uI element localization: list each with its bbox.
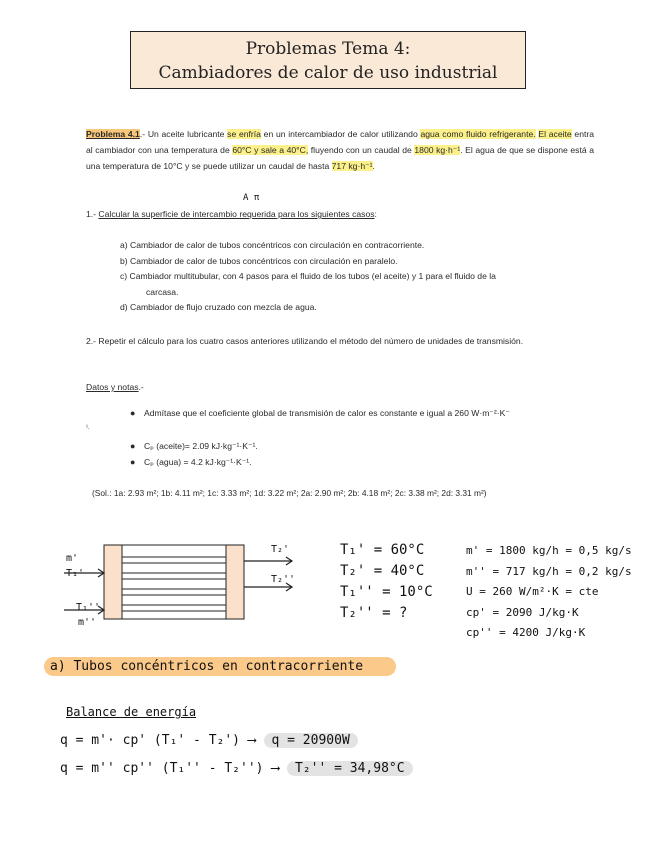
prop-item: cp' = 2090 J/kg·K — [466, 605, 579, 619]
eq2-text: q = m'' cp'' (T₁'' - T₂'') ⟶ — [60, 761, 280, 776]
exchanger-left-cap — [104, 545, 122, 619]
title-line-2: Cambiadores de calor de uso industrial — [158, 63, 498, 83]
eq1-text: q = m'· cp' (T₁' - T₂') ⟶ — [60, 733, 256, 748]
highlight: agua como fluido refrigerante. — [420, 129, 536, 139]
temp-item: T₂'' = ? — [340, 605, 408, 621]
notes-heading — [86, 379, 594, 395]
note-bullet: ● Admítase que el coeficiente global de transmisión de calor es constante e igual a 260 W·m⁻²·K⁻ — [130, 408, 510, 418]
solution-line: (Sol.: 1a: 2.93 m²; 1b: 4.11 m²; 1c: 3.33 m²; 1d: 3.22 m²; 2a: 2.90 m²; 2b: 4.18 m²; 2c: 3.38 m²; 2d: 3.31 m²) — [92, 488, 487, 498]
eq2-result: T₂'' = 34,98°C — [287, 761, 413, 776]
temp-item: T₂' = 40°C — [340, 563, 425, 579]
problem-text: entra al cambiador con una temperatura de — [86, 129, 594, 155]
highlight: 1800 kg·h⁻¹ — [414, 145, 461, 155]
problem-text: .- Un aceite lubricante — [139, 129, 228, 139]
highlight: El aceite — [538, 129, 572, 139]
balance-eq-2 — [60, 761, 413, 776]
problem-statement — [86, 126, 594, 174]
section-a-heading: a) Tubos concéntricos en contracorriente — [44, 657, 396, 676]
balance-eq-1 — [60, 733, 358, 748]
case-item: d) Cambiador de flujo cruzado con mezcla de agua. — [120, 302, 317, 312]
temperature-list — [340, 540, 433, 624]
label-m1: m' — [66, 553, 79, 564]
eq1-result: q = 20900W — [264, 733, 358, 748]
note-bullet: ● Cₚ (agua) = 4.2 kJ·kg⁻¹·K⁻¹. — [130, 457, 252, 467]
title-box — [130, 31, 526, 89]
note-bullet: ● Cₚ (aceite)= 2.09 kJ·kg⁻¹·K⁻¹. — [130, 441, 258, 451]
highlight: 60°C y sale a 40°C, — [232, 145, 309, 155]
label-t1in: T₁' — [66, 568, 85, 579]
notes-heading-text: Datos y notas — [86, 382, 139, 392]
label-m2: m'' — [78, 617, 97, 628]
problem-text: en un intercambiador de calor utilizando — [260, 129, 421, 139]
q1-suffix: : — [374, 209, 377, 219]
note-text: Admítase que el coeficiente global de transmisión de calor es constante e igual a 260 W·m⁻²·K⁻ — [144, 408, 510, 418]
question-1 — [86, 206, 594, 222]
exchanger-right-cap — [226, 545, 244, 619]
problem-text: . — [372, 161, 375, 171]
question-2: 2.- Repetir el cálculo para los cuatro casos anteriores utilizando el método del número de unidades de transmisión. — [86, 336, 524, 346]
label-t2in: T₁'' — [76, 602, 101, 613]
label-t2out: T₂'' — [271, 574, 296, 585]
temp-item: T₁'' = 10°C — [340, 584, 433, 600]
case-item: b) Cambiador de calor de tubos concéntricos con circulación en paralelo. — [120, 255, 398, 266]
title-line-1: Problemas Tema 4: — [245, 39, 411, 59]
case-list — [120, 238, 594, 316]
handwritten-annotation: A π — [243, 193, 260, 203]
case-item: a) Cambiador de calor de tubos concéntricos con circulación en contracorriente. — [120, 240, 425, 250]
balance-heading: Balance de energía — [66, 705, 197, 719]
case-item: c) Cambiador multitubular, con 4 pasos para el fluido de los tubos (el aceite) y 1 para el fluido de la — [120, 271, 496, 281]
note-text: Cₚ (agua) = 4.2 kJ·kg⁻¹·K⁻¹. — [144, 457, 252, 467]
exchanger-body — [122, 545, 226, 619]
prop-item: U = 260 W/m²·K = cte — [466, 585, 599, 598]
problem-text: fluyendo con un caudal de — [308, 145, 415, 155]
prop-item: cp'' = 4200 J/kg·K — [466, 626, 586, 639]
highlight: se enfría — [227, 129, 261, 139]
case-item: carcasa. — [146, 286, 179, 297]
q1-text: Calcular la superficie de intercambio requerida para los siguientes casos — [98, 209, 375, 219]
problem-text: . El agua de que se dispone está a una temperatura de 10°C y se puede utilizar un caudal de hasta — [86, 145, 594, 171]
note-wrap: ¹. — [86, 425, 90, 431]
note-text: Cₚ (aceite)= 2.09 kJ·kg⁻¹·K⁻¹. — [144, 441, 258, 451]
temp-item: T₁' = 60°C — [340, 542, 425, 558]
prop-item: m' = 1800 kg/h = 0,5 kg/s — [466, 544, 632, 557]
property-list — [466, 541, 632, 644]
problem-label: Problema 4.1 — [86, 129, 140, 139]
highlight: 717 kg·h⁻¹ — [331, 161, 373, 171]
q1-prefix: 1.- — [86, 209, 99, 219]
notes-heading-suffix: .- — [138, 382, 144, 392]
label-t1out: T₂' — [271, 544, 290, 555]
prop-item: m'' = 717 kg/h = 0,2 kg/s — [466, 564, 632, 578]
